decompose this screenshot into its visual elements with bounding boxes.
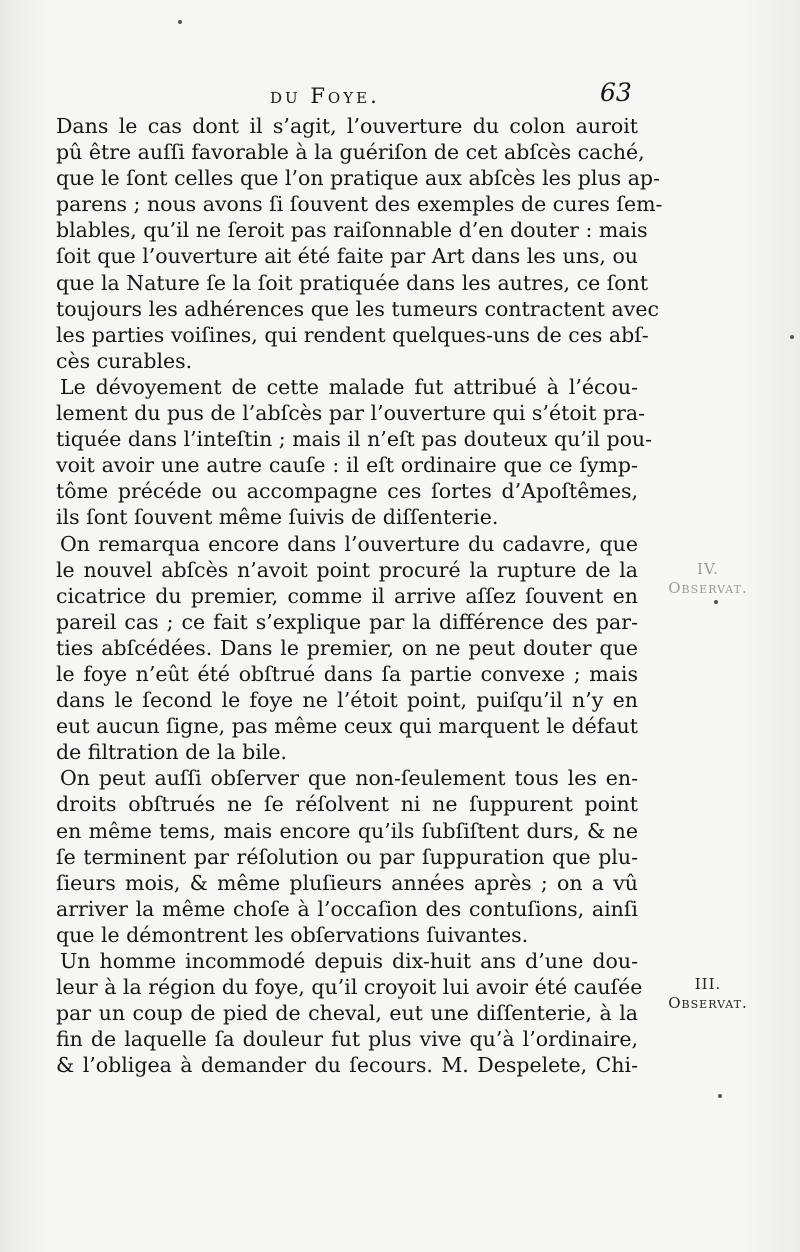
text-line: les parties voiſines, qui rendent quelques-uns de ces abſ- bbox=[56, 322, 649, 347]
running-title: du Foye. bbox=[270, 84, 380, 108]
text-line: dans le ſecond le foye ne l’étoit point, puiſqu’il n’y en bbox=[56, 688, 638, 713]
running-head bbox=[0, 78, 800, 114]
paragraph bbox=[56, 374, 653, 531]
text-line: parens ; nous avons ſi ſouvent des exemples de cures ſem- bbox=[56, 192, 663, 217]
margin-note-number: III. bbox=[694, 975, 722, 993]
text-line: que le démontrent les obſervations ſuivantes. bbox=[56, 922, 529, 947]
text-line: blables, qu’il ne ſeroit pas raiſonnable d’en douter : mais bbox=[56, 218, 648, 243]
ink-speck bbox=[178, 20, 182, 24]
text-line: ſieurs mois, & même pluſieurs années après ; on a vû bbox=[56, 870, 638, 895]
text-line: toujours les adhérences que les tumeurs contractent avec bbox=[56, 296, 659, 321]
text-line: Un homme incommodé depuis dix-huit ans d’une dou- bbox=[60, 949, 638, 973]
margin-note-label: Observat. bbox=[668, 579, 748, 597]
margin-note-observation-iii bbox=[648, 975, 768, 1013]
paragraph bbox=[56, 765, 638, 948]
paragraph bbox=[56, 531, 638, 766]
text-line: ils ſont ſouvent même ſuivis de diſſenterie. bbox=[56, 505, 499, 530]
text-line: droits obſtrués ne ſe réſolvent ni ne ſuppurent point bbox=[56, 792, 638, 817]
text-line: le foye n’eût été obſtrué dans ſa partie convexe ; mais bbox=[56, 661, 638, 686]
text-line: Dans le cas dont il s’agit, l’ouverture du colon auroit bbox=[56, 114, 638, 138]
margin-note-number: IV. bbox=[697, 560, 719, 578]
ink-speck bbox=[790, 335, 794, 339]
text-line: lement du pus de l’abſcès par l’ouverture qui s’étoit pra- bbox=[56, 401, 646, 426]
text-line: pareil cas ; ce fait s’explique par la différence des par- bbox=[56, 609, 638, 634]
paragraph bbox=[56, 948, 643, 1078]
text-line: On remarqua encore dans l’ouverture du cadavre, que bbox=[60, 531, 638, 556]
text-line: que la Nature ſe la ſoit pratiquée dans les autres, ce ſont bbox=[56, 270, 649, 295]
text-line: cès curables. bbox=[56, 348, 193, 373]
page-number: 63 bbox=[600, 78, 632, 107]
text-line: Le dévoyement de cette malade fut attribué à l’écou- bbox=[60, 374, 638, 399]
text-line: arriver la même choſe à l’occaſion des contuſions, ainſi bbox=[56, 896, 638, 921]
text-line: le nouvel abſcès n’avoit point procuré la rupture de la bbox=[56, 557, 638, 582]
text-line: pû être auſſi favorable à la guériſon de cet abſcès caché, bbox=[56, 140, 645, 165]
text-line: tiquée dans l’inteſtin ; mais il n’eſt pas douteux qu’il pou- bbox=[56, 427, 653, 452]
text-line: leur à la région du foye, qu’il croyoit lui avoir été cauſée bbox=[56, 975, 643, 1000]
ink-speck bbox=[714, 600, 718, 604]
margin-note-label: Observat. bbox=[668, 994, 748, 1012]
text-line: cicatrice du premier, comme il arrive aſſez ſouvent en bbox=[56, 583, 638, 608]
body-text bbox=[56, 113, 663, 1078]
text-line: ſe terminent par réſolution ou par ſuppuration que plu- bbox=[56, 844, 638, 869]
text-line: eut aucun ſigne, pas même ceux qui marquent le défaut bbox=[56, 714, 638, 739]
text-line: que le ſont celles que l’on pratique aux abſcès les plus ap- bbox=[56, 166, 660, 191]
paragraph bbox=[56, 113, 663, 374]
ink-speck bbox=[718, 1094, 722, 1098]
text-line: en même tems, mais encore qu’ils ſubſiſtent durs, & ne bbox=[56, 818, 638, 843]
text-line: tôme précéde ou accompagne ces ſortes d’Apoſtêmes, bbox=[56, 479, 638, 504]
text-line: par un coup de pied de cheval, eut une diſſenterie, à la bbox=[56, 1001, 638, 1026]
text-line: fin de laquelle ſa douleur fut plus vive qu’à l’ordinaire, bbox=[56, 1027, 638, 1052]
text-line: & l’obligea à demander du ſecours. M. Despelete, Chi- bbox=[56, 1053, 638, 1078]
text-line: voit avoir une autre cauſe : il eſt ordinaire que ce ſymp- bbox=[56, 453, 638, 478]
text-line: de filtration de la bile. bbox=[56, 740, 288, 765]
margin-note-observation-iv bbox=[648, 560, 768, 598]
text-line: ſoit que l’ouverture ait été faite par Art dans les uns, ou bbox=[56, 244, 638, 269]
text-line: On peut auſſi obſerver que non-ſeulement tous les en- bbox=[60, 766, 638, 791]
text-line: ties abſcédées. Dans le premier, on ne peut douter que bbox=[56, 635, 638, 660]
